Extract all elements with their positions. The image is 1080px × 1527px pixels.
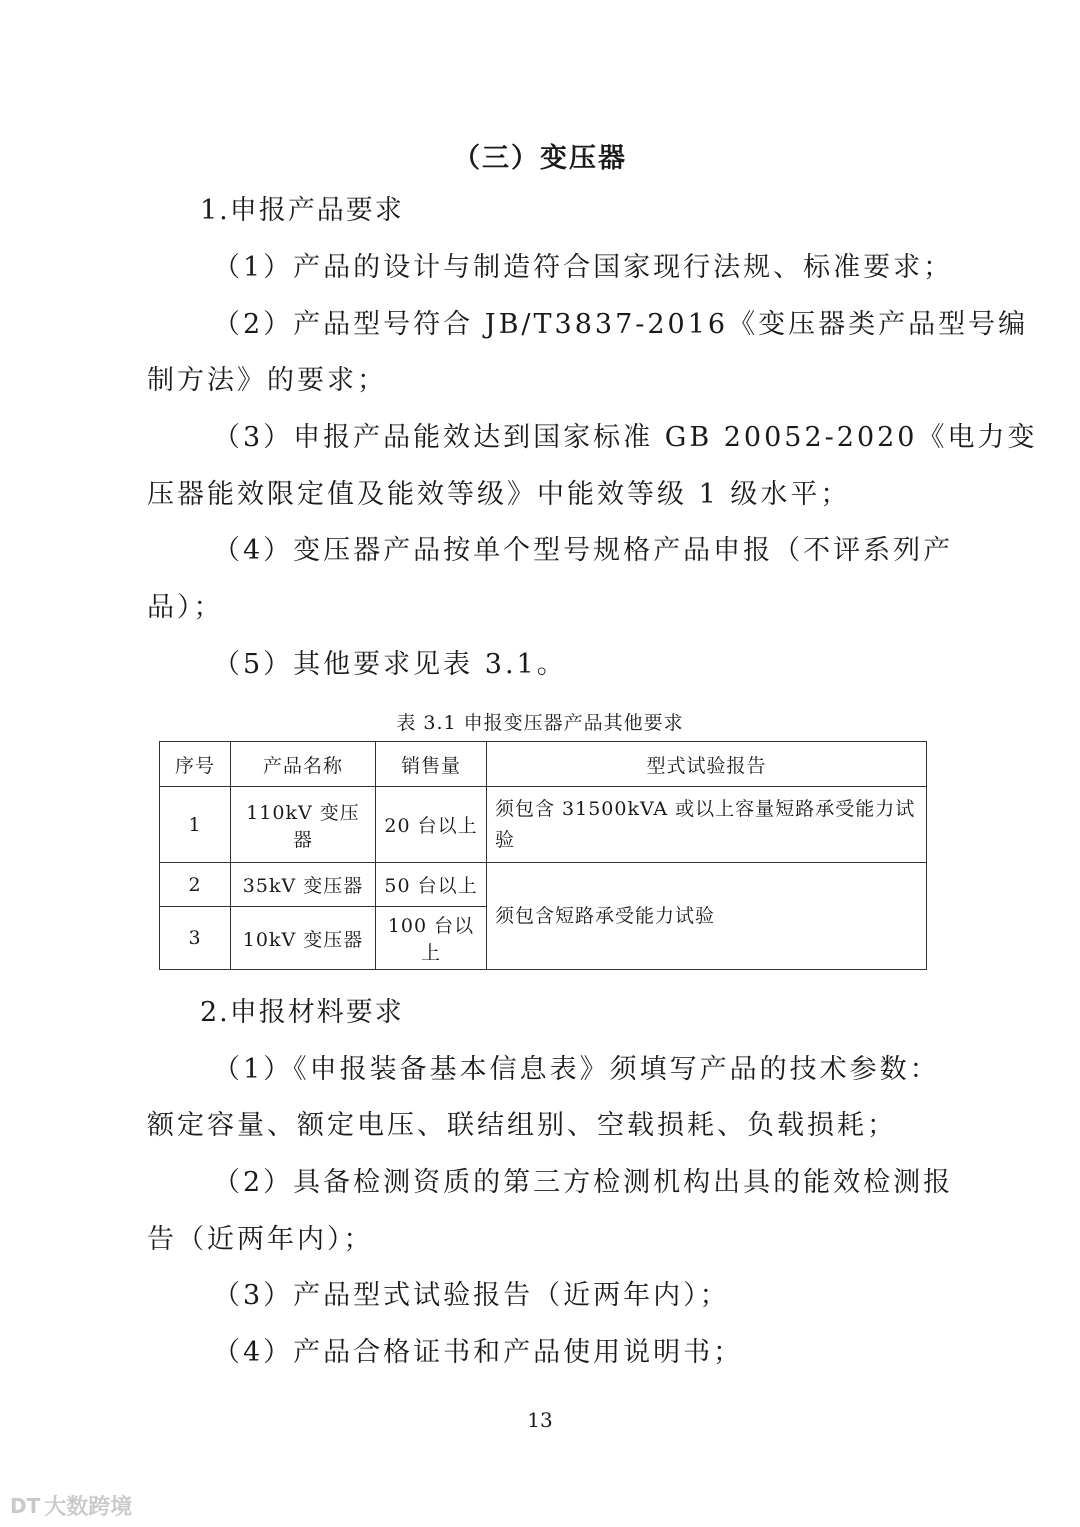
heading-material-requirements: 2.申报材料要求 — [200, 997, 404, 1028]
cell-product-name: 35kV 变压器 — [231, 863, 376, 907]
cell-sales: 20 台以上 — [376, 787, 487, 863]
page-number: 13 — [527, 1408, 553, 1432]
req-item-5: （5）其他要求见表 3.1。 — [213, 649, 567, 680]
mat-item-2-line-2: 告（近两年内）； — [147, 1224, 374, 1255]
req-item-2-line-1: （2）产品型号符合 JB/T3837-2016《变压器类产品型号编 — [213, 309, 1029, 340]
req-item-2-line-2: 制方法》的要求； — [147, 365, 387, 396]
cell-no: 3 — [160, 907, 231, 970]
watermark-logo-icon: DT — [10, 1493, 41, 1518]
req-item-1: （1）产品的设计与制造符合国家现行法规、标准要求； — [213, 252, 954, 283]
heading-product-requirements: 1.申报产品要求 — [200, 195, 404, 226]
req-item-3-line-2: 压器能效限定值及能效等级》中能效等级 1 级水平； — [147, 479, 851, 510]
cell-sales: 100 台以上 — [376, 907, 487, 970]
mat-item-1-line-1: （1）《申报装备基本信息表》须填写产品的技术参数： — [213, 1054, 940, 1085]
cell-report: 须包含 31500kVA 或以上容量短路承受能力试验 — [487, 787, 927, 863]
mat-item-1-line-2: 额定容量、额定电压、联结组别、空载损耗、负载损耗； — [147, 1110, 897, 1141]
table-caption: 表 3.1 申报变压器产品其他要求 — [396, 712, 684, 734]
cell-sales: 50 台以上 — [376, 863, 487, 907]
cell-product-name: 10kV 变压器 — [231, 907, 376, 970]
header-product-name: 产品名称 — [231, 742, 376, 787]
mat-item-4: （4）产品合格证书和产品使用说明书； — [213, 1337, 744, 1368]
watermark-text: 大数跨境 — [44, 1495, 133, 1520]
requirements-table — [159, 741, 927, 970]
table-row — [160, 787, 927, 863]
cell-report-merged: 须包含短路承受能力试验 — [487, 863, 927, 970]
header-no: 序号 — [160, 742, 231, 787]
req-item-4-line-1: （4）变压器产品按单个型号规格产品申报（不评系列产 — [213, 535, 954, 566]
cell-no: 1 — [160, 787, 231, 863]
cell-no: 2 — [160, 863, 231, 907]
mat-item-3: （3）产品型式试验报告（近两年内）； — [213, 1280, 730, 1311]
table-row — [160, 863, 927, 907]
watermark — [10, 1490, 132, 1521]
cell-product-name: 110kV 变压器 — [231, 787, 376, 863]
table-header-row — [160, 742, 927, 787]
mat-item-2-line-1: （2）具备检测资质的第三方检测机构出具的能效检测报 — [213, 1167, 954, 1198]
req-item-3-line-1: （3）申报产品能效达到国家标准 GB 20052-2020《电力变 — [213, 422, 1038, 453]
req-item-4-line-2: 品）； — [147, 592, 224, 623]
section-title: （三）变压器 — [453, 143, 627, 174]
header-sales: 销售量 — [376, 742, 487, 787]
header-type-test-report: 型式试验报告 — [487, 742, 927, 787]
